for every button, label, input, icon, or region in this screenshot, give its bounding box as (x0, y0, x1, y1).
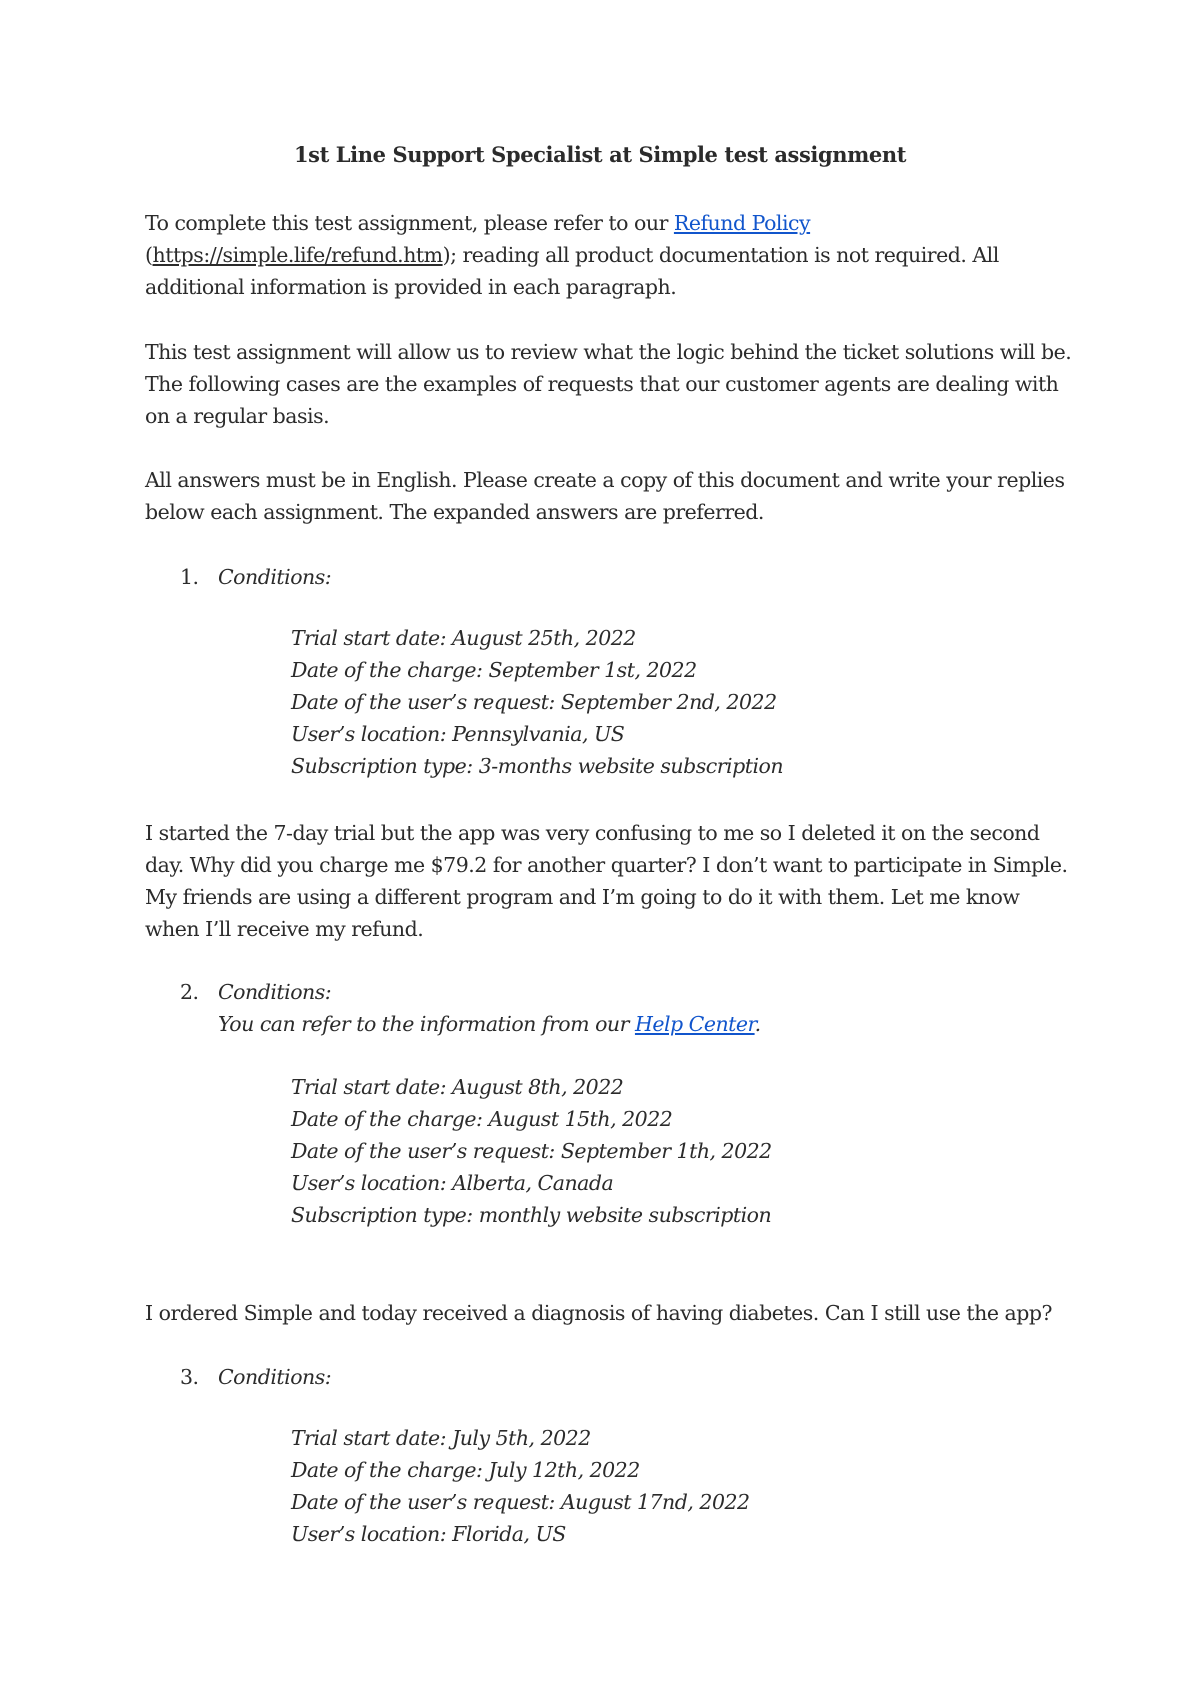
intro-line-2 (145, 239, 999, 271)
case-conditions-label: Conditions: (218, 1365, 332, 1389)
case-conditions-label: Conditions: (218, 980, 332, 1004)
condition-detail: Date of the charge: August 15th, 2022 (291, 1107, 673, 1131)
refund-url-link[interactable]: https://simple.life/refund.htm (152, 243, 443, 267)
case-number: 3. (180, 1365, 199, 1389)
intro-text: ); reading all product documentation is not required. All (442, 243, 999, 267)
intro-text: To complete this test assignment, please refer to our (145, 211, 674, 235)
condition-detail: Date of the charge: July 12th, 2022 (291, 1458, 640, 1482)
condition-detail: User’s location: Pennsylvania, US (291, 722, 625, 746)
condition-detail: Date of the user’s request: September 1th, 2022 (291, 1139, 772, 1163)
paragraph-line: below each assignment. The expanded answers are preferred. (145, 500, 764, 524)
case-number: 2. (180, 980, 199, 1004)
intro-text: ( (145, 243, 153, 267)
refund-policy-link[interactable]: Refund Policy (673, 211, 811, 235)
document-title: 1st Line Support Specialist at Simple test assignment (293, 142, 907, 167)
help-center-note (218, 1008, 761, 1040)
paragraph-line: The following cases are the examples of requests that our customer agents are dealing with (145, 372, 1059, 396)
condition-detail: Trial start date: August 8th, 2022 (291, 1075, 624, 1099)
customer-message-line: My friends are using a different program and I’m going to do it with them. Let me know (145, 885, 1020, 909)
condition-detail: User’s location: Florida, US (291, 1522, 566, 1546)
note-text: . (754, 1012, 761, 1036)
condition-detail: Date of the user’s request: September 2nd, 2022 (291, 690, 777, 714)
paragraph-line: All answers must be in English. Please create a copy of this document and write your replies (145, 468, 1065, 492)
customer-message-line: I ordered Simple and today received a diagnosis of having diabetes. Can I still use the app? (145, 1301, 1052, 1325)
intro-line-1 (145, 207, 810, 239)
customer-message-line: I started the 7-day trial but the app was very confusing to me so I deleted it on the second (145, 821, 1040, 845)
paragraph-line: This test assignment will allow us to review what the logic behind the ticket solutions will be. (145, 340, 1072, 364)
note-text: You can refer to the information from our (218, 1012, 635, 1036)
condition-detail: User’s location: Alberta, Canada (291, 1171, 614, 1195)
customer-message-line: when I’ll receive my refund. (145, 917, 424, 941)
condition-detail: Trial start date: July 5th, 2022 (291, 1426, 591, 1450)
customer-message-line: day. Why did you charge me $79.2 for another quarter? I don’t want to participate in Simple. (145, 853, 1068, 877)
intro-line-3: additional information is provided in each paragraph. (145, 275, 677, 299)
paragraph-line: on a regular basis. (145, 404, 330, 428)
condition-detail: Subscription type: monthly website subscription (291, 1203, 772, 1227)
help-center-link[interactable]: Help Center (634, 1012, 755, 1036)
condition-detail: Subscription type: 3-months website subscription (291, 754, 784, 778)
case-conditions-label: Conditions: (218, 565, 332, 589)
condition-detail: Date of the user’s request: August 17nd, 2022 (291, 1490, 750, 1514)
condition-detail: Date of the charge: September 1st, 2022 (291, 658, 697, 682)
condition-detail: Trial start date: August 25th, 2022 (291, 626, 636, 650)
case-number: 1. (180, 565, 199, 589)
